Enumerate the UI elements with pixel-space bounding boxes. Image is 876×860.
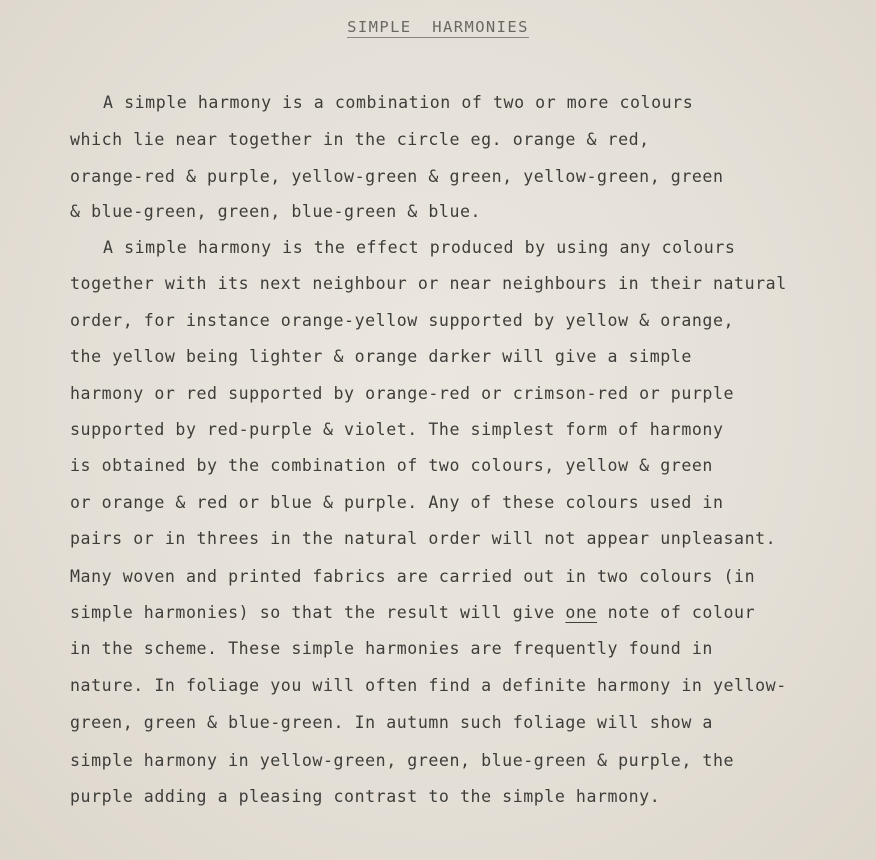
text-line: A simple harmony is a combination of two or more colours: [103, 93, 694, 112]
text-segment: note of colour: [597, 603, 756, 622]
text-line: pairs or in threes in the natural order will not appear unpleasant.: [70, 529, 777, 548]
text-line: is obtained by the combination of two colours, yellow & green: [70, 456, 713, 475]
text-line: [70, 603, 755, 623]
text-line: harmony or red supported by orange-red or crimson-red or purple: [70, 384, 735, 403]
text-line: A simple harmony is the effect produced by using any colours: [103, 238, 736, 257]
underlined-word: one: [565, 603, 598, 622]
text-line: or orange & red or blue & purple. Any of these colours used in: [70, 493, 724, 512]
text-line: orange-red & purple, yellow-green & green, yellow-green, green: [70, 167, 724, 186]
text-line: purple adding a pleasing contrast to the simple harmony.: [70, 787, 661, 806]
document-title: [0, 18, 876, 36]
text-segment: simple harmonies) so that the result will give: [70, 603, 566, 622]
text-line: order, for instance orange-yellow supported by yellow & orange,: [70, 311, 735, 330]
title-text: SIMPLE HARMONIES: [347, 18, 529, 36]
text-line: the yellow being lighter & orange darker will give a simple: [70, 347, 692, 366]
text-line: & blue-green, green, blue-green & blue.: [70, 202, 482, 221]
text-line: in the scheme. These simple harmonies are frequently found in: [70, 639, 713, 658]
text-line: which lie near together in the circle eg. orange & red,: [70, 130, 650, 149]
text-line: together with its next neighbour or near neighbours in their natural: [70, 274, 787, 293]
text-line: simple harmony in yellow-green, green, blue-green & purple, the: [70, 751, 735, 770]
text-line: green, green & blue-green. In autumn such foliage will show a: [70, 713, 713, 732]
text-line: supported by red-purple & violet. The simplest form of harmony: [70, 420, 724, 439]
text-line: Many woven and printed fabrics are carried out in two colours (in: [70, 567, 756, 586]
text-line: nature. In foliage you will often find a definite harmony in yellow-: [70, 676, 787, 695]
